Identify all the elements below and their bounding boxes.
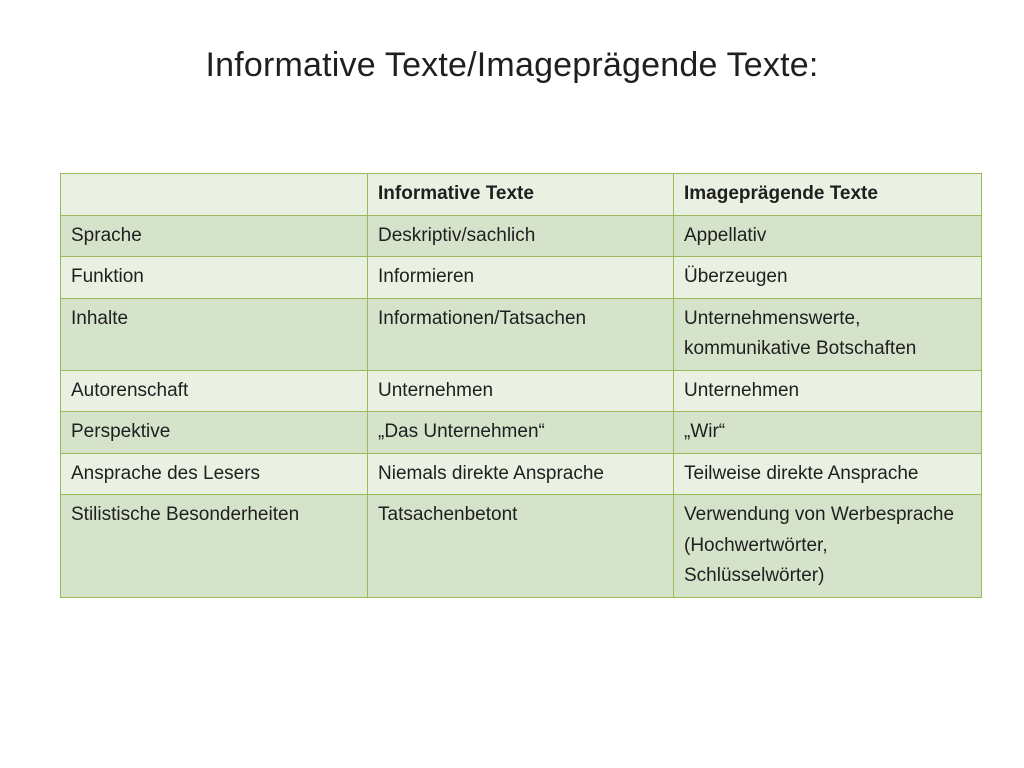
row-label: Ansprache des Lesers bbox=[61, 453, 368, 495]
cell-imagepraegend: Überzeugen bbox=[674, 257, 982, 299]
comparison-table bbox=[60, 173, 982, 598]
header-cell-empty bbox=[61, 174, 368, 216]
slide-title: Informative Texte/Imageprägende Texte: bbox=[205, 46, 819, 84]
table-row bbox=[61, 453, 982, 495]
row-label: Inhalte bbox=[61, 298, 368, 370]
cell-informative: Informieren bbox=[368, 257, 674, 299]
table-row bbox=[61, 257, 982, 299]
table-row bbox=[61, 298, 982, 370]
cell-informative: Informationen/Tatsachen bbox=[368, 298, 674, 370]
cell-imagepraegend: Teilweise direkte Ansprache bbox=[674, 453, 982, 495]
cell-informative: Unternehmen bbox=[368, 370, 674, 412]
cell-imagepraegend: Appellativ bbox=[674, 215, 982, 257]
cell-informative: „Das Unternehmen“ bbox=[368, 412, 674, 454]
cell-informative: Tatsachenbetont bbox=[368, 495, 674, 598]
row-label: Funktion bbox=[61, 257, 368, 299]
table-row bbox=[61, 495, 982, 598]
cell-informative: Niemals direkte Ansprache bbox=[368, 453, 674, 495]
row-label: Perspektive bbox=[61, 412, 368, 454]
table-row bbox=[61, 412, 982, 454]
cell-imagepraegend: Unternehmen bbox=[674, 370, 982, 412]
cell-imagepraegend: „Wir“ bbox=[674, 412, 982, 454]
cell-imagepraegend: Unternehmenswerte, kommunikative Botschaften bbox=[674, 298, 982, 370]
table-row bbox=[61, 370, 982, 412]
cell-imagepraegend: Verwendung von Werbesprache (Hochwertwörter, Schlüsselwörter) bbox=[674, 495, 982, 598]
table-header-row bbox=[61, 174, 982, 216]
row-label: Autorenschaft bbox=[61, 370, 368, 412]
cell-informative: Deskriptiv/sachlich bbox=[368, 215, 674, 257]
header-cell-informative: Informative Texte bbox=[368, 174, 674, 216]
row-label: Sprache bbox=[61, 215, 368, 257]
header-cell-imagepraegend: Imageprägende Texte bbox=[674, 174, 982, 216]
row-label: Stilistische Besonderheiten bbox=[61, 495, 368, 598]
table-row bbox=[61, 215, 982, 257]
